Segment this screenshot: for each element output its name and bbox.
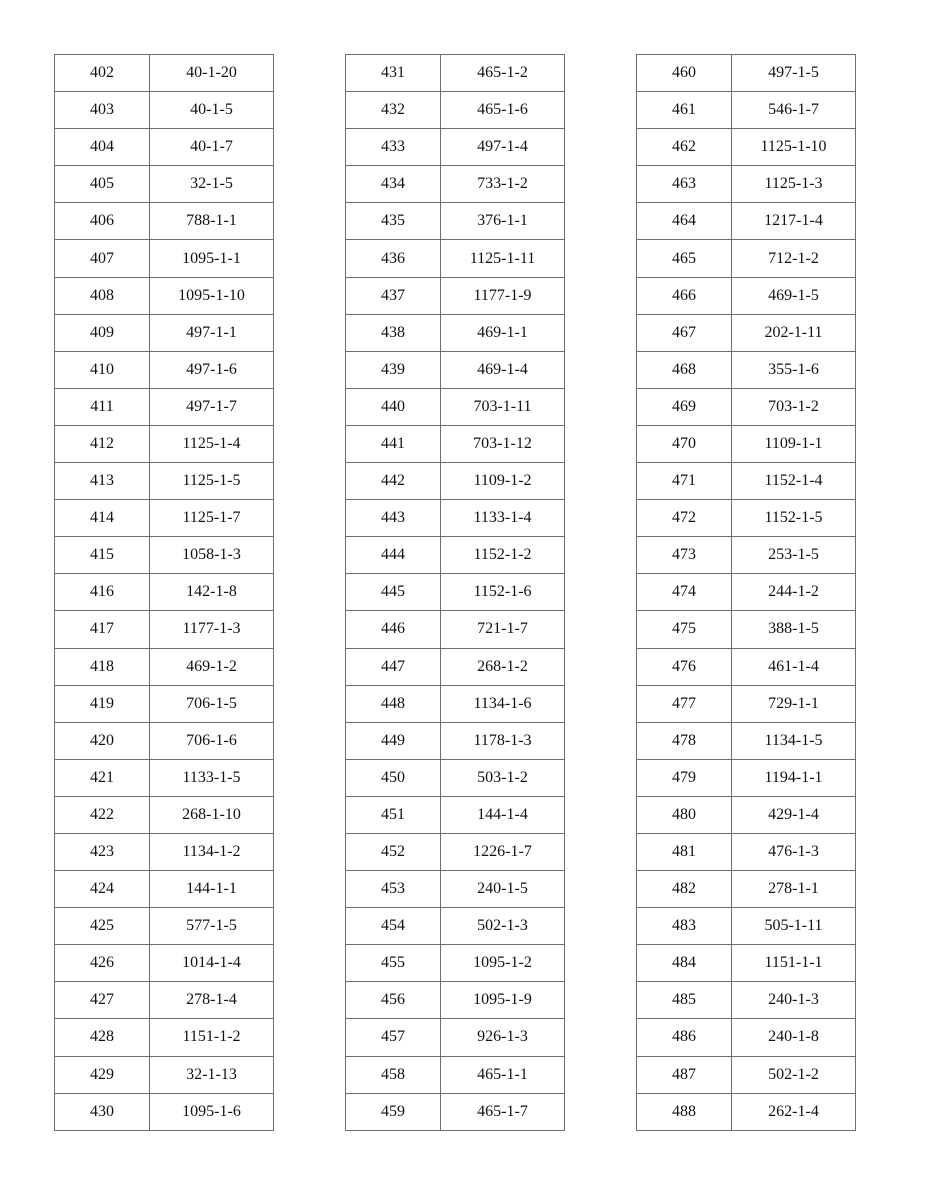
table-row: [55, 203, 274, 240]
code-cell: 1152-1-5: [732, 500, 856, 537]
row-number-cell: 470: [637, 425, 732, 462]
code-cell: 1125-1-3: [732, 166, 856, 203]
table-row: [637, 1019, 856, 1056]
row-number-cell: 429: [55, 1056, 150, 1093]
code-cell: 376-1-1: [441, 203, 565, 240]
code-cell: 144-1-4: [441, 796, 565, 833]
code-cell: 465-1-1: [441, 1056, 565, 1093]
table-row: [637, 277, 856, 314]
row-number-cell: 417: [55, 611, 150, 648]
row-number-cell: 450: [346, 759, 441, 796]
row-number-cell: 415: [55, 537, 150, 574]
code-cell: 469-1-5: [732, 277, 856, 314]
row-number-cell: 406: [55, 203, 150, 240]
row-number-cell: 434: [346, 166, 441, 203]
code-cell: 577-1-5: [150, 908, 274, 945]
table-row: [55, 1056, 274, 1093]
code-cell: 1134-1-6: [441, 685, 565, 722]
row-number-cell: 440: [346, 388, 441, 425]
row-number-cell: 451: [346, 796, 441, 833]
row-number-cell: 445: [346, 574, 441, 611]
code-cell: 706-1-5: [150, 685, 274, 722]
table-row: [55, 92, 274, 129]
code-cell: 32-1-13: [150, 1056, 274, 1093]
table-row: [346, 166, 565, 203]
table-row: [346, 537, 565, 574]
row-number-cell: 486: [637, 1019, 732, 1056]
table-row: [637, 611, 856, 648]
row-number-cell: 416: [55, 574, 150, 611]
row-number-cell: 447: [346, 648, 441, 685]
table-row: [55, 500, 274, 537]
row-number-cell: 428: [55, 1019, 150, 1056]
row-number-cell: 414: [55, 500, 150, 537]
code-cell: 1125-1-11: [441, 240, 565, 277]
table-row: [55, 277, 274, 314]
code-cell: 729-1-1: [732, 685, 856, 722]
code-cell: 1152-1-2: [441, 537, 565, 574]
row-number-cell: 437: [346, 277, 441, 314]
code-cell: 1095-1-2: [441, 945, 565, 982]
code-cell: 32-1-5: [150, 166, 274, 203]
table-row: [346, 463, 565, 500]
code-cell: 469-1-2: [150, 648, 274, 685]
code-cell: 461-1-4: [732, 648, 856, 685]
table-row: [637, 1056, 856, 1093]
row-number-cell: 455: [346, 945, 441, 982]
code-cell: 503-1-2: [441, 759, 565, 796]
row-number-cell: 484: [637, 945, 732, 982]
code-cell: 497-1-4: [441, 129, 565, 166]
table-row: [55, 833, 274, 870]
table-row: [55, 945, 274, 982]
table-row: [637, 537, 856, 574]
table-row: [346, 648, 565, 685]
code-cell: 1095-1-10: [150, 277, 274, 314]
table-row: [346, 129, 565, 166]
table-row: [55, 871, 274, 908]
code-cell: 355-1-6: [732, 351, 856, 388]
table-row: [346, 1019, 565, 1056]
table-row: [55, 722, 274, 759]
row-number-cell: 446: [346, 611, 441, 648]
row-number-cell: 460: [637, 55, 732, 92]
row-number-cell: 453: [346, 871, 441, 908]
table-row: [637, 92, 856, 129]
table-row: [346, 388, 565, 425]
table-row: [55, 1093, 274, 1130]
table-row: [55, 425, 274, 462]
code-cell: 142-1-8: [150, 574, 274, 611]
table-row: [637, 55, 856, 92]
row-number-cell: 420: [55, 722, 150, 759]
code-cell: 1095-1-6: [150, 1093, 274, 1130]
table-row: [55, 388, 274, 425]
row-number-cell: 476: [637, 648, 732, 685]
table-body: [55, 55, 274, 1131]
table-row: [55, 537, 274, 574]
table-row: [346, 314, 565, 351]
code-cell: 712-1-2: [732, 240, 856, 277]
row-number-cell: 405: [55, 166, 150, 203]
row-number-cell: 461: [637, 92, 732, 129]
table-row: [55, 314, 274, 351]
row-number-cell: 444: [346, 537, 441, 574]
table-row: [637, 722, 856, 759]
table-body: [637, 55, 856, 1131]
row-number-cell: 442: [346, 463, 441, 500]
table-row: [55, 463, 274, 500]
code-cell: 1134-1-5: [732, 722, 856, 759]
code-cell: 1058-1-3: [150, 537, 274, 574]
table-row: [637, 129, 856, 166]
code-cell: 278-1-1: [732, 871, 856, 908]
table-row: [346, 722, 565, 759]
table-row: [637, 908, 856, 945]
row-number-cell: 421: [55, 759, 150, 796]
row-number-cell: 423: [55, 833, 150, 870]
row-number-cell: 449: [346, 722, 441, 759]
code-cell: 388-1-5: [732, 611, 856, 648]
code-cell: 1109-1-2: [441, 463, 565, 500]
code-cell: 1177-1-3: [150, 611, 274, 648]
row-number-cell: 471: [637, 463, 732, 500]
table-row: [346, 611, 565, 648]
row-number-cell: 424: [55, 871, 150, 908]
table-row: [346, 759, 565, 796]
table-row: [637, 166, 856, 203]
table-row: [55, 574, 274, 611]
code-cell: 1194-1-1: [732, 759, 856, 796]
row-number-cell: 425: [55, 908, 150, 945]
row-number-cell: 436: [346, 240, 441, 277]
row-number-cell: 473: [637, 537, 732, 574]
code-cell: 240-1-5: [441, 871, 565, 908]
code-cell: 1134-1-2: [150, 833, 274, 870]
code-cell: 1151-1-1: [732, 945, 856, 982]
table-row: [55, 759, 274, 796]
row-number-cell: 418: [55, 648, 150, 685]
table-row: [346, 833, 565, 870]
code-cell: 1125-1-5: [150, 463, 274, 500]
code-cell: 733-1-2: [441, 166, 565, 203]
code-cell: 497-1-5: [732, 55, 856, 92]
table-row: [55, 55, 274, 92]
code-cell: 253-1-5: [732, 537, 856, 574]
code-cell: 1125-1-4: [150, 425, 274, 462]
code-cell: 497-1-1: [150, 314, 274, 351]
code-cell: 240-1-8: [732, 1019, 856, 1056]
code-cell: 1152-1-4: [732, 463, 856, 500]
table-row: [637, 240, 856, 277]
table-row: [55, 611, 274, 648]
table-row: [346, 1093, 565, 1130]
row-number-cell: 474: [637, 574, 732, 611]
row-number-cell: 433: [346, 129, 441, 166]
code-cell: 1095-1-1: [150, 240, 274, 277]
row-number-cell: 411: [55, 388, 150, 425]
row-number-cell: 488: [637, 1093, 732, 1130]
code-cell: 1125-1-10: [732, 129, 856, 166]
table-row: [637, 500, 856, 537]
table-row: [637, 574, 856, 611]
code-cell: 1095-1-9: [441, 982, 565, 1019]
code-cell: 1226-1-7: [441, 833, 565, 870]
row-number-cell: 475: [637, 611, 732, 648]
table-row: [55, 1019, 274, 1056]
row-number-cell: 458: [346, 1056, 441, 1093]
table-row: [346, 574, 565, 611]
code-cell: 1177-1-9: [441, 277, 565, 314]
table-row: [346, 500, 565, 537]
table-row: [55, 982, 274, 1019]
row-number-cell: 483: [637, 908, 732, 945]
code-cell: 497-1-7: [150, 388, 274, 425]
table-row: [55, 129, 274, 166]
table-row: [346, 982, 565, 1019]
row-number-cell: 404: [55, 129, 150, 166]
code-cell: 240-1-3: [732, 982, 856, 1019]
row-number-cell: 427: [55, 982, 150, 1019]
row-number-cell: 431: [346, 55, 441, 92]
row-number-cell: 452: [346, 833, 441, 870]
code-cell: 268-1-2: [441, 648, 565, 685]
table-row: [637, 871, 856, 908]
row-number-cell: 409: [55, 314, 150, 351]
code-cell: 268-1-10: [150, 796, 274, 833]
row-number-cell: 441: [346, 425, 441, 462]
code-cell: 721-1-7: [441, 611, 565, 648]
table-row: [637, 648, 856, 685]
row-number-cell: 407: [55, 240, 150, 277]
row-number-cell: 403: [55, 92, 150, 129]
table-row: [346, 425, 565, 462]
code-cell: 788-1-1: [150, 203, 274, 240]
code-cell: 476-1-3: [732, 833, 856, 870]
code-cell: 703-1-11: [441, 388, 565, 425]
code-cell: 546-1-7: [732, 92, 856, 129]
data-table-2: [345, 54, 565, 1131]
table-row: [637, 388, 856, 425]
row-number-cell: 438: [346, 314, 441, 351]
code-cell: 465-1-2: [441, 55, 565, 92]
table-row: [637, 203, 856, 240]
table-row: [637, 463, 856, 500]
row-number-cell: 454: [346, 908, 441, 945]
table-row: [637, 351, 856, 388]
row-number-cell: 408: [55, 277, 150, 314]
row-number-cell: 466: [637, 277, 732, 314]
row-number-cell: 485: [637, 982, 732, 1019]
code-cell: 40-1-5: [150, 92, 274, 129]
code-cell: 429-1-4: [732, 796, 856, 833]
code-cell: 144-1-1: [150, 871, 274, 908]
table-row: [55, 351, 274, 388]
row-number-cell: 478: [637, 722, 732, 759]
row-number-cell: 479: [637, 759, 732, 796]
code-cell: 502-1-2: [732, 1056, 856, 1093]
code-cell: 505-1-11: [732, 908, 856, 945]
row-number-cell: 487: [637, 1056, 732, 1093]
row-number-cell: 464: [637, 203, 732, 240]
table-row: [637, 759, 856, 796]
table-row: [346, 203, 565, 240]
row-number-cell: 467: [637, 314, 732, 351]
row-number-cell: 469: [637, 388, 732, 425]
table-row: [55, 796, 274, 833]
row-number-cell: 432: [346, 92, 441, 129]
row-number-cell: 430: [55, 1093, 150, 1130]
table-row: [637, 833, 856, 870]
code-cell: 1151-1-2: [150, 1019, 274, 1056]
row-number-cell: 480: [637, 796, 732, 833]
table-row: [637, 425, 856, 462]
code-cell: 706-1-6: [150, 722, 274, 759]
table-row: [346, 871, 565, 908]
code-cell: 469-1-1: [441, 314, 565, 351]
code-cell: 926-1-3: [441, 1019, 565, 1056]
row-number-cell: 410: [55, 351, 150, 388]
code-cell: 1133-1-4: [441, 500, 565, 537]
row-number-cell: 465: [637, 240, 732, 277]
code-cell: 502-1-3: [441, 908, 565, 945]
code-cell: 40-1-20: [150, 55, 274, 92]
code-cell: 465-1-7: [441, 1093, 565, 1130]
row-number-cell: 456: [346, 982, 441, 1019]
table-row: [346, 685, 565, 722]
row-number-cell: 462: [637, 129, 732, 166]
row-number-cell: 477: [637, 685, 732, 722]
code-cell: 703-1-2: [732, 388, 856, 425]
table-row: [55, 240, 274, 277]
table-row: [637, 685, 856, 722]
code-cell: 278-1-4: [150, 982, 274, 1019]
row-number-cell: 472: [637, 500, 732, 537]
row-number-cell: 422: [55, 796, 150, 833]
row-number-cell: 413: [55, 463, 150, 500]
table-row: [637, 982, 856, 1019]
code-cell: 1178-1-3: [441, 722, 565, 759]
code-cell: 1109-1-1: [732, 425, 856, 462]
table-row: [346, 92, 565, 129]
data-table-3: [636, 54, 856, 1131]
code-cell: 1133-1-5: [150, 759, 274, 796]
row-number-cell: 443: [346, 500, 441, 537]
table-row: [55, 908, 274, 945]
table-row: [346, 240, 565, 277]
table-row: [346, 796, 565, 833]
table-row: [346, 351, 565, 388]
row-number-cell: 412: [55, 425, 150, 462]
row-number-cell: 435: [346, 203, 441, 240]
row-number-cell: 468: [637, 351, 732, 388]
row-number-cell: 448: [346, 685, 441, 722]
table-row: [637, 314, 856, 351]
code-cell: 244-1-2: [732, 574, 856, 611]
code-cell: 202-1-11: [732, 314, 856, 351]
data-table-1: [54, 54, 274, 1131]
code-cell: 1152-1-6: [441, 574, 565, 611]
row-number-cell: 459: [346, 1093, 441, 1130]
table-row: [346, 945, 565, 982]
code-cell: 469-1-4: [441, 351, 565, 388]
row-number-cell: 482: [637, 871, 732, 908]
row-number-cell: 463: [637, 166, 732, 203]
code-cell: 465-1-6: [441, 92, 565, 129]
table-row: [55, 166, 274, 203]
code-cell: 40-1-7: [150, 129, 274, 166]
row-number-cell: 402: [55, 55, 150, 92]
table-row: [346, 277, 565, 314]
table-row: [637, 945, 856, 982]
table-row: [346, 1056, 565, 1093]
table-row: [55, 648, 274, 685]
table-body: [346, 55, 565, 1131]
code-cell: 703-1-12: [441, 425, 565, 462]
row-number-cell: 457: [346, 1019, 441, 1056]
table-row: [346, 55, 565, 92]
row-number-cell: 481: [637, 833, 732, 870]
code-cell: 1217-1-4: [732, 203, 856, 240]
code-cell: 1125-1-7: [150, 500, 274, 537]
row-number-cell: 419: [55, 685, 150, 722]
table-row: [55, 685, 274, 722]
code-cell: 497-1-6: [150, 351, 274, 388]
row-number-cell: 439: [346, 351, 441, 388]
row-number-cell: 426: [55, 945, 150, 982]
table-row: [637, 1093, 856, 1130]
code-cell: 1014-1-4: [150, 945, 274, 982]
table-row: [637, 796, 856, 833]
code-cell: 262-1-4: [732, 1093, 856, 1130]
table-row: [346, 908, 565, 945]
